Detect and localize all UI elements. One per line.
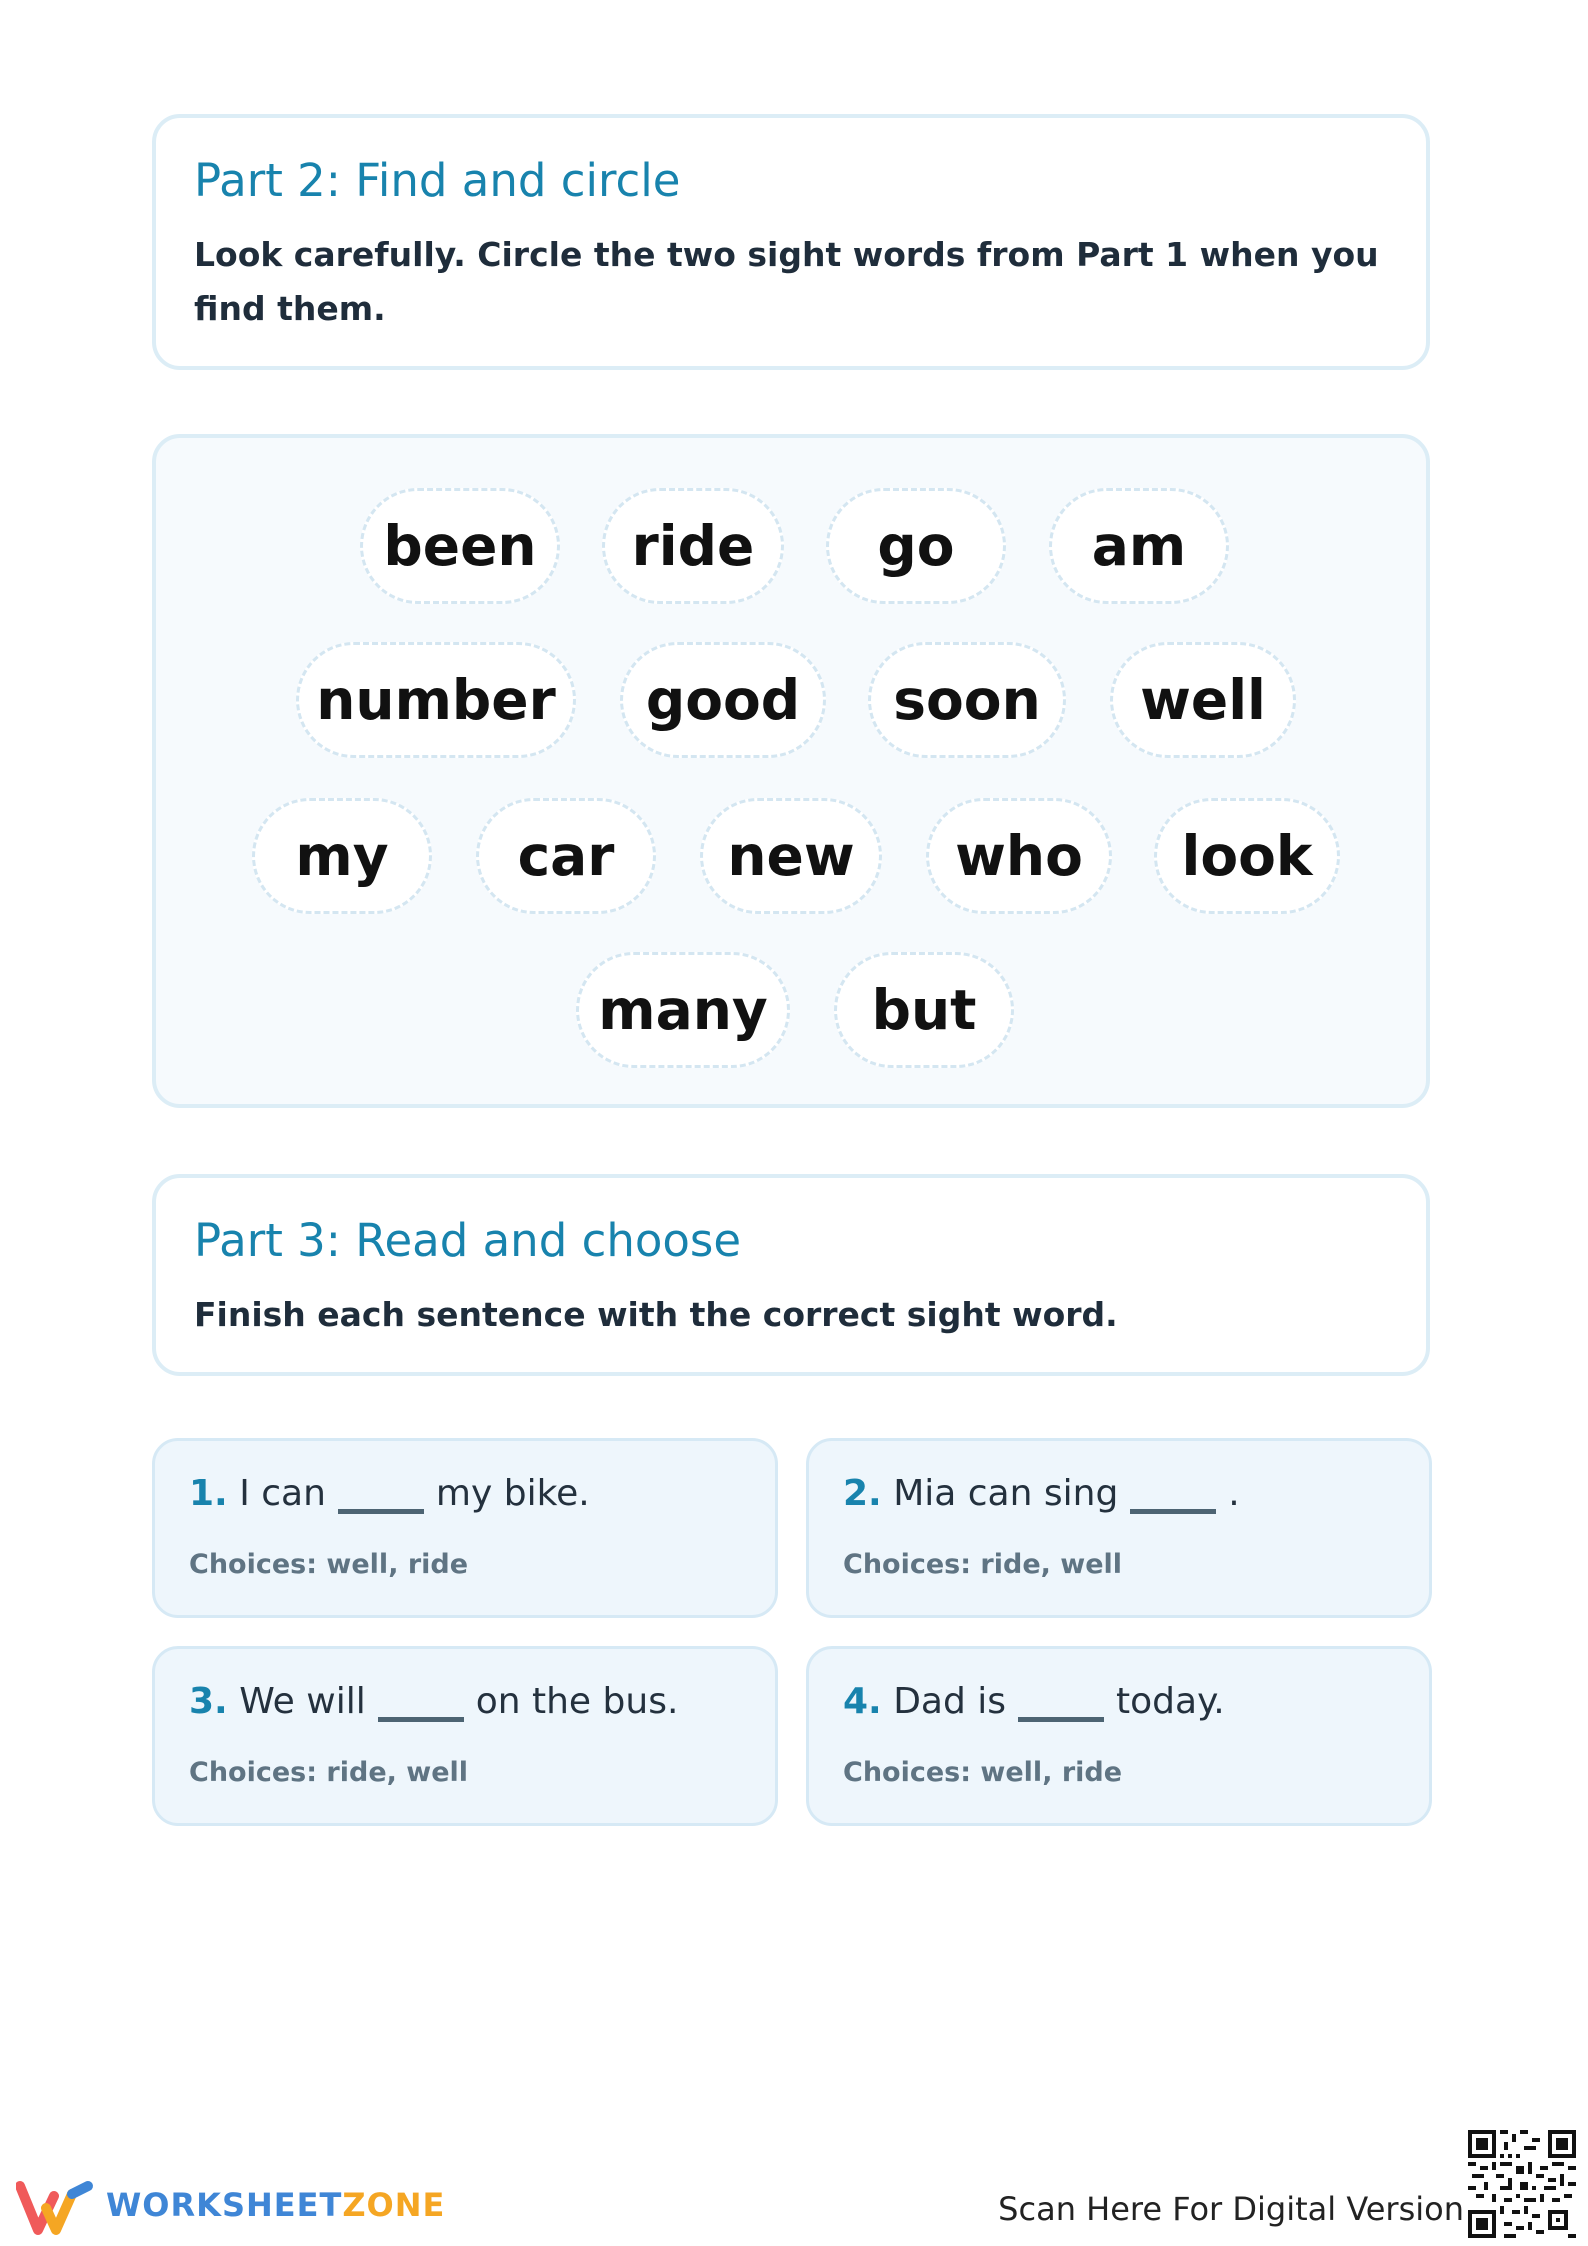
- question-sentence: [843, 1677, 1225, 1722]
- sentence-after: on the bus.: [475, 1681, 679, 1722]
- question-sentence: [843, 1469, 1240, 1514]
- word-chip[interactable]: many: [576, 952, 790, 1068]
- sentence-before: I can: [239, 1473, 326, 1514]
- word-chip[interactable]: number: [296, 642, 576, 758]
- question-choices: Choices: well, ride: [843, 1757, 1123, 1788]
- question-number: 3.: [189, 1681, 228, 1722]
- word-chip[interactable]: car: [476, 798, 656, 914]
- answer-blank[interactable]: [378, 1677, 464, 1722]
- brand-accent: ZONE: [342, 2186, 446, 2224]
- sentence-before: Dad is: [893, 1681, 1007, 1722]
- sentence-before: Mia can sing: [893, 1473, 1119, 1514]
- question-sentence: [189, 1677, 678, 1722]
- qr-code-icon[interactable]: [1468, 2130, 1576, 2238]
- question-sentence: [189, 1469, 590, 1514]
- scan-text: Scan Here For Digital Version: [998, 2190, 1464, 2228]
- word-bank-card: [152, 434, 1430, 1108]
- sentence-before: We will: [239, 1681, 366, 1722]
- word-chip[interactable]: soon: [868, 642, 1066, 758]
- part3-card: [152, 1174, 1430, 1376]
- question-card: [152, 1438, 778, 1618]
- part2-card: [152, 114, 1430, 370]
- sentence-after: .: [1228, 1473, 1240, 1514]
- sentence-after: my bike.: [435, 1473, 590, 1514]
- word-chip[interactable]: good: [620, 642, 826, 758]
- question-card: [806, 1438, 1432, 1618]
- word-chip[interactable]: am: [1049, 488, 1229, 604]
- part3-instruction: Finish each sentence with the correct sight word.: [194, 1295, 1118, 1334]
- part3-title: Part 3: Read and choose: [194, 1214, 742, 1267]
- question-number: 1.: [189, 1473, 228, 1514]
- question-card: [152, 1646, 778, 1826]
- word-chip[interactable]: who: [926, 798, 1112, 914]
- question-card: [806, 1646, 1432, 1826]
- word-chip[interactable]: but: [834, 952, 1014, 1068]
- part2-title: Part 2: Find and circle: [194, 154, 681, 207]
- part2-instruction: Look carefully. Circle the two sight words from Part 1 when you find them.: [194, 235, 1379, 328]
- answer-blank[interactable]: [1018, 1677, 1104, 1722]
- word-chip[interactable]: new: [700, 798, 882, 914]
- question-choices: Choices: ride, well: [189, 1757, 469, 1788]
- word-chip[interactable]: well: [1110, 642, 1296, 758]
- word-chip[interactable]: my: [252, 798, 432, 914]
- answer-blank[interactable]: [338, 1469, 424, 1514]
- question-choices: Choices: ride, well: [843, 1549, 1123, 1580]
- word-chip[interactable]: go: [826, 488, 1006, 604]
- question-number: 2.: [843, 1473, 882, 1514]
- word-chip[interactable]: ride: [602, 488, 784, 604]
- question-choices: Choices: well, ride: [189, 1549, 469, 1580]
- brand-main: WORKSHEET: [106, 2186, 343, 2224]
- word-chip[interactable]: been: [360, 488, 560, 604]
- question-number: 4.: [843, 1681, 882, 1722]
- word-chip[interactable]: look: [1154, 798, 1340, 914]
- answer-blank[interactable]: [1130, 1469, 1216, 1514]
- sentence-after: today.: [1116, 1681, 1225, 1722]
- worksheetzone-logo-icon: [16, 2178, 96, 2236]
- brand-name[interactable]: [106, 2186, 445, 2224]
